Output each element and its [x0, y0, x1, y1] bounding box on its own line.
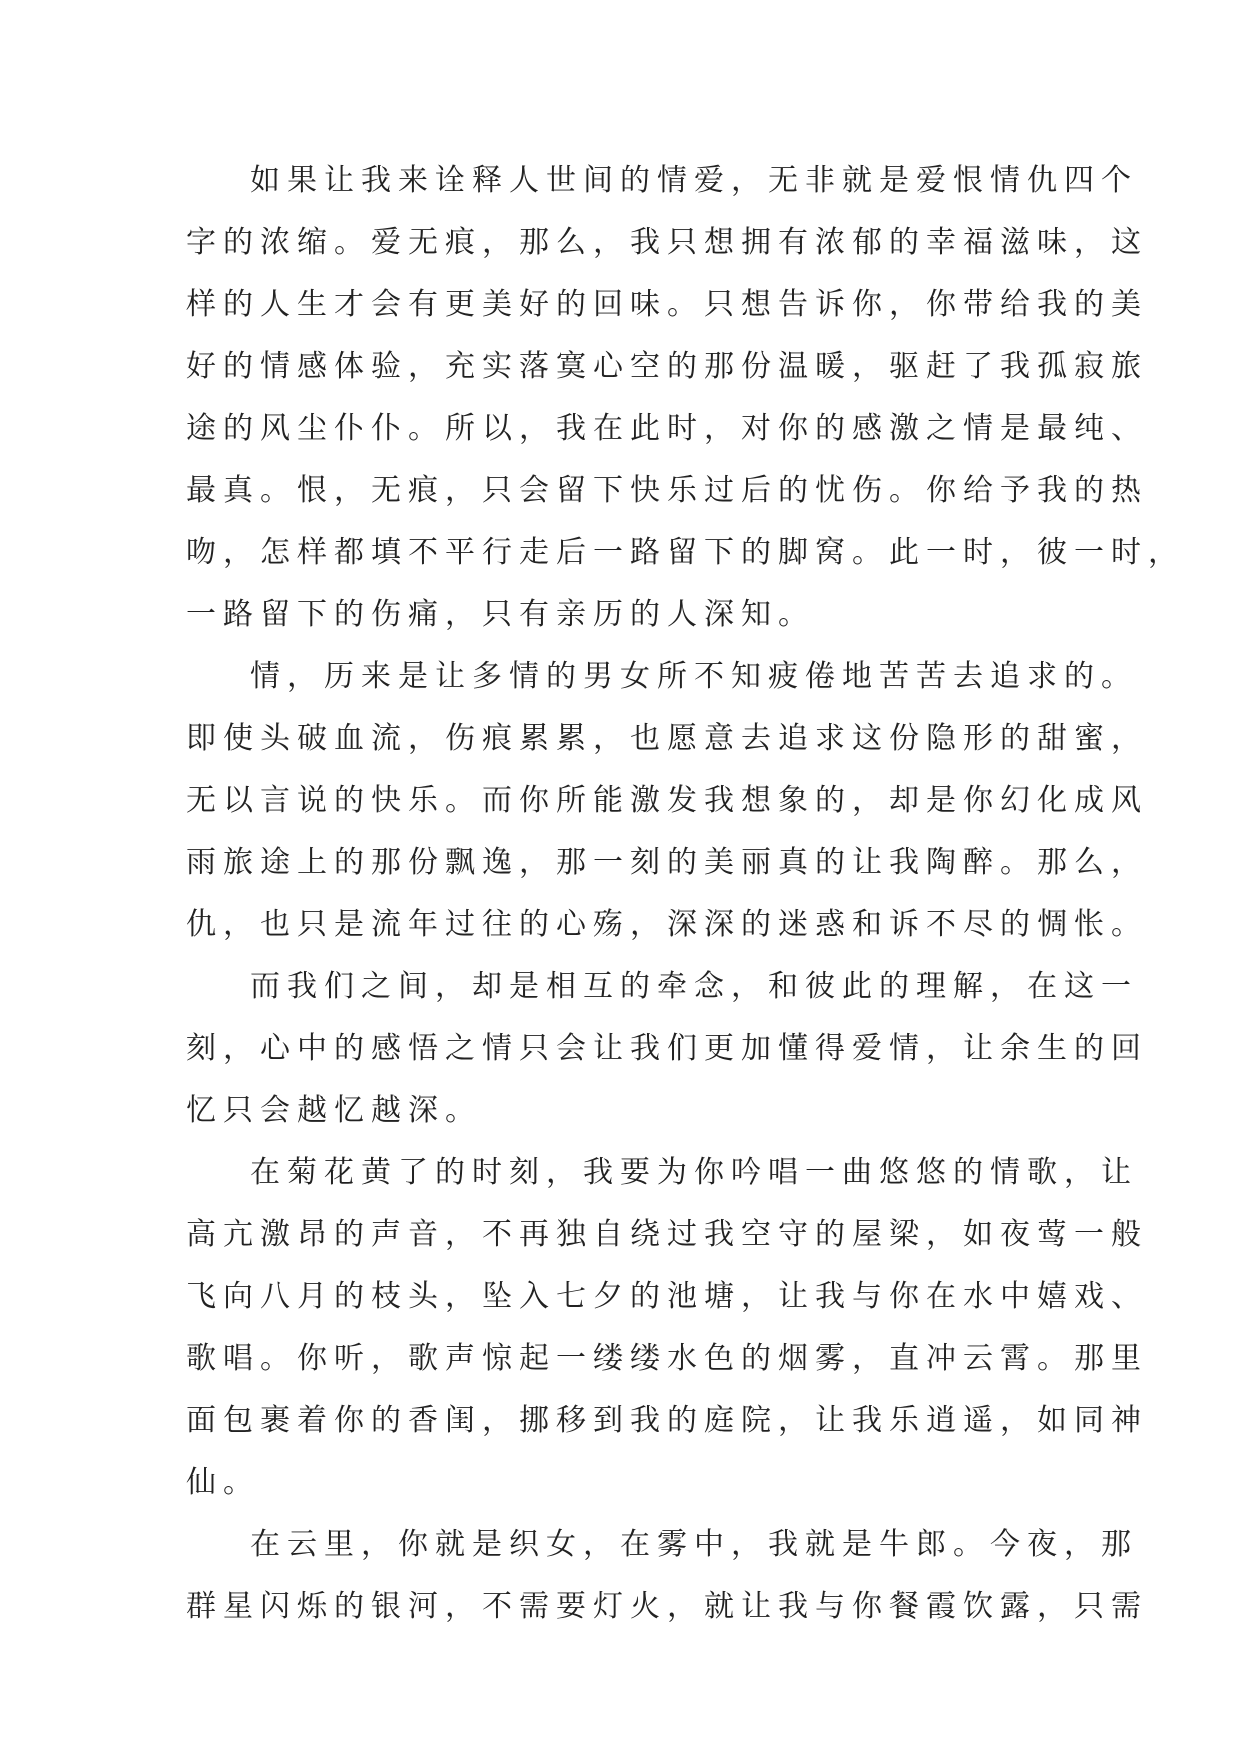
text-line: 歌唱。你听，歌声惊起一缕缕水色的烟雾，直冲云霄。那里: [186, 1341, 1148, 1376]
paragraph-4: [186, 1142, 1148, 1514]
text-line: 群星闪烁的银河，不需要灯火，就让我与你餐霞饮露，只需: [186, 1589, 1148, 1624]
text-line: 一路留下的伤痛，只有亲历的人深知。: [186, 597, 815, 632]
text-line: 最真。恨，无痕，只会留下快乐过后的忧伤。你给予我的热: [186, 473, 1148, 508]
paragraph-1: [186, 150, 1185, 646]
text-line: 即使头破血流，伤痕累累，也愿意去追求这份隐形的甜蜜，: [186, 721, 1148, 756]
text-line: 途的风尘仆仆。所以，我在此时，对你的感激之情是最纯、: [186, 411, 1148, 446]
text-line: 样的人生才会有更美好的回味。只想告诉你，你带给我的美: [186, 287, 1148, 322]
text-line: 仇，也只是流年过往的心殇，深深的迷惑和诉不尽的惆怅。: [186, 907, 1148, 942]
text-line: 好的情感体验，充实落寞心空的那份温暖，驱赶了我孤寂旅: [186, 349, 1148, 384]
text-line: 雨旅途上的那份飘逸，那一刻的美丽真的让我陶醉。那么，: [186, 845, 1148, 880]
text-line: 飞向八月的枝头，坠入七夕的池塘，让我与你在水中嬉戏、: [186, 1279, 1148, 1314]
text-line: 在云里，你就是织女，在雾中，我就是牛郎。今夜，那: [250, 1527, 1138, 1562]
text-line: 字的浓缩。爱无痕，那么，我只想拥有浓郁的幸福滋味，这: [186, 225, 1148, 260]
paragraph-2: [186, 646, 1148, 956]
text-line: 面包裹着你的香闺，挪移到我的庭院，让我乐逍遥，如同神: [186, 1403, 1148, 1438]
text-line: 如果让我来诠释人世间的情爱，无非就是爱恨情仇四个: [250, 163, 1138, 198]
text-line: 在菊花黄了的时刻，我要为你吟唱一曲悠悠的情歌，让: [250, 1155, 1138, 1190]
text-line: 忆只会越忆越深。: [186, 1093, 482, 1128]
text-line: 高亢激昂的声音，不再独自绕过我空守的屋梁，如夜莺一般: [186, 1217, 1148, 1252]
text-line: 情，历来是让多情的男女所不知疲倦地苦苦去追求的。: [250, 659, 1138, 694]
text-line: 而我们之间，却是相互的牵念，和彼此的理解，在这一: [250, 969, 1138, 1004]
paragraph-3: [186, 956, 1148, 1142]
text-line: 仙。: [186, 1465, 260, 1500]
text-line: 刻，心中的感悟之情只会让我们更加懂得爱情，让余生的回: [186, 1031, 1148, 1066]
text-line: 无以言说的快乐。而你所能激发我想象的，却是你幻化成风: [186, 783, 1148, 818]
document-body: [186, 150, 1185, 1638]
paragraph-5: [186, 1514, 1148, 1638]
text-line: 吻，怎样都填不平行走后一路留下的脚窝。此一时，彼一时，: [186, 535, 1185, 570]
